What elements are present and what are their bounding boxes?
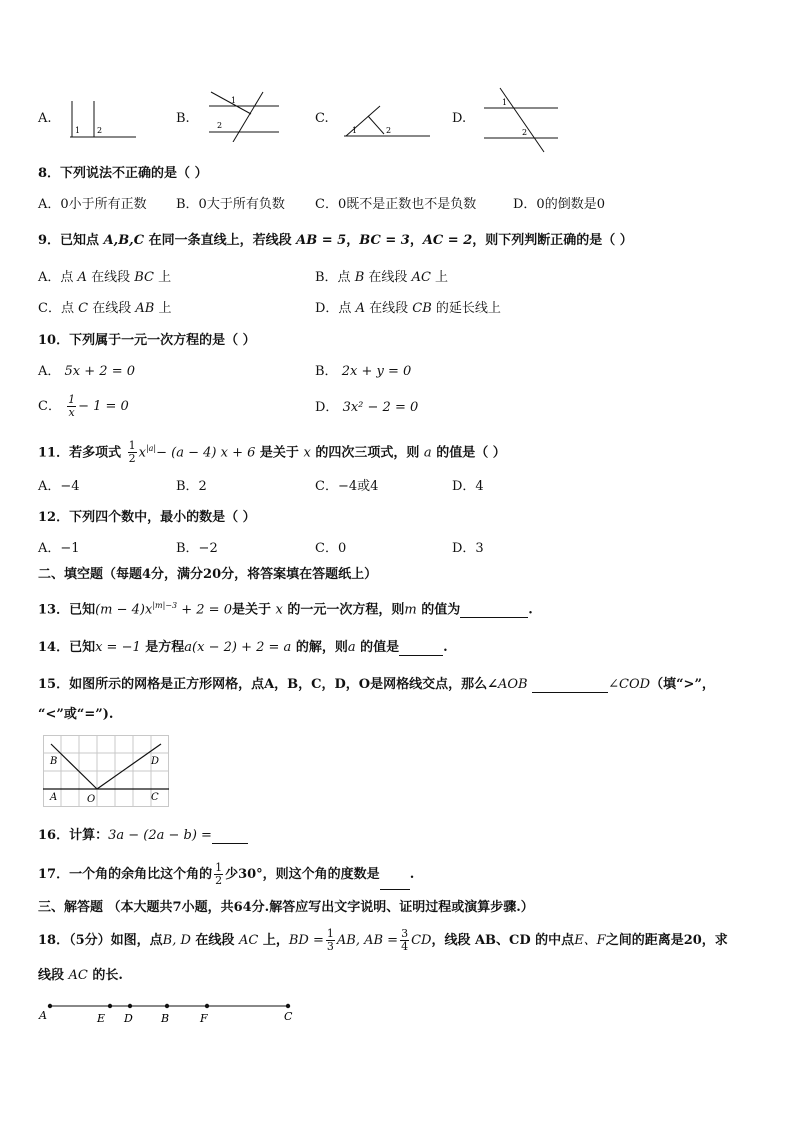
svg-text:2: 2 (217, 121, 223, 130)
q7-option-b-label: B. (176, 111, 190, 126)
q18-stem-line2: 线段 AC 的长. (38, 968, 123, 983)
q11-option-d: D．4 (452, 479, 484, 494)
q11-option-c: C．−4或4 (315, 479, 379, 494)
q9-option-d: D．点 A 在线段 CB 的延长线上 (315, 301, 501, 316)
q16-answer-blank[interactable] (212, 831, 248, 844)
section-3-heading: 三、解答题 （本大题共7小题，共64分.解答应写出文字说明、证明过程或演算步骤.） (38, 900, 534, 915)
q7-option-c-label: C. (315, 111, 329, 126)
q17-stem: 17．一个角的余角比这个角的 $\frac{1}{2}$ 少30°，则这个角的度数是 . (38, 860, 414, 890)
svg-text:F: F (200, 1012, 208, 1024)
q12-option-b: B．−2 (176, 541, 218, 556)
q11-option-a: A．−4 (38, 479, 80, 494)
q18-segment-figure (36, 998, 298, 1024)
q8-option-a: A．0小于所有正数 (38, 197, 147, 212)
svg-text:1: 1 (231, 96, 237, 105)
q14-answer-blank[interactable] (399, 643, 443, 656)
section-2-heading: 二、填空题（每题4分，满分20分，将答案填在答题纸上） (38, 567, 378, 582)
q15-answer-blank[interactable] (532, 680, 608, 693)
svg-text:B: B (161, 1012, 170, 1024)
svg-text:2: 2 (97, 126, 103, 135)
q9-option-a: A．点 A 在线段 BC 上 (38, 270, 172, 285)
q15-grid-figure (43, 735, 169, 807)
q9-stem: 9．已知点 A,B,C 在同一条直线上，若线段 AB = 5，BC = 3，AC = 2，则下列判断正确的是（ ） (38, 233, 633, 248)
svg-text:A: A (50, 792, 58, 803)
q17-answer-blank[interactable] (380, 877, 410, 890)
svg-text:D: D (151, 756, 160, 767)
q7-figure-c (340, 100, 432, 140)
svg-text:A: A (39, 1009, 47, 1022)
q10-stem: 10．下列属于一元一次方程的是（ ） (38, 333, 256, 348)
q7-figure-b (205, 90, 281, 142)
q8-option-c: C．0既不是正数也不是负数 (315, 197, 477, 212)
svg-text:E: E (97, 1012, 106, 1024)
q13-answer-blank[interactable] (460, 605, 528, 618)
svg-text:C: C (284, 1010, 293, 1023)
q11-stem: 11．若多项式 $\frac{1}{2}$ $x^{|a|}- (a - 4) x + 6$ 是关于 x 的四次三项式，则 a 的值是（ ） (38, 439, 506, 466)
q16-stem: 16．计算：3a − (2a − b) = (38, 828, 248, 844)
svg-text:B: B (50, 756, 58, 767)
q10-option-a: A． 5x + 2 = 0 (38, 364, 135, 379)
svg-text:2: 2 (386, 126, 392, 135)
q14-stem: 14．已知x = −1 是方程a(x − 2) + 2 = a 的解，则a 的值是 . (38, 640, 448, 655)
q18-stem-line1: 18．（5分）如图，点B, D 在线段 AC 上，BD = $\frac{1}{3}$ AB, AB = $\frac{3}{4}$ CD，线段 AB、CD 的中点E、F之间的距离是20，求 (38, 927, 728, 953)
q9-option-b: B．点 B 在线段 AC 上 (315, 270, 449, 285)
q10-option-b: B． 2x + y = 0 (315, 364, 412, 379)
q12-option-d: D．3 (452, 541, 484, 556)
q7-option-d-label: D. (452, 111, 467, 126)
q8-stem: 8．下列说法不正确的是（ ） (38, 166, 208, 181)
q11-option-b: B．2 (176, 479, 207, 494)
q12-option-a: A．−1 (38, 541, 80, 556)
q7-option-a-label: A. (38, 111, 52, 126)
q9-option-c: C．点 C 在线段 AB 上 (38, 301, 172, 316)
q7-figure-a (66, 97, 138, 141)
q7-figure-d (480, 84, 560, 154)
q13-stem: 13．已知$(m - 4)x^{|m|-3} + 2 = 0$是关于 x 的一元一次方程，则m 的值为 . (38, 601, 533, 618)
q12-stem: 12．下列四个数中，最小的数是（ ） (38, 510, 256, 525)
svg-text:1: 1 (502, 98, 508, 107)
q8-option-d: D．0的倒数是0 (513, 197, 605, 212)
q15-stem-line2: “<”或“=”). (38, 707, 114, 722)
svg-text:D: D (124, 1012, 133, 1024)
svg-text:1: 1 (352, 126, 358, 135)
q10-option-d: D． 3x² − 2 = 0 (315, 400, 419, 415)
q15-stem-line1: 15．如图所示的网格是正方形网格，点A，B，C，D，O是网格线交点，那么∠AOB ∠COD（填“>”， (38, 677, 715, 692)
svg-text:C: C (151, 792, 159, 803)
q8-option-b: B．0大于所有负数 (176, 197, 285, 212)
svg-text:O: O (87, 794, 96, 805)
svg-text:2: 2 (522, 128, 528, 137)
q10-option-c: C． $\frac{1}{x}$ − 1 = 0 (38, 393, 129, 419)
svg-text:1: 1 (75, 126, 81, 135)
q12-option-c: C．0 (315, 541, 347, 556)
